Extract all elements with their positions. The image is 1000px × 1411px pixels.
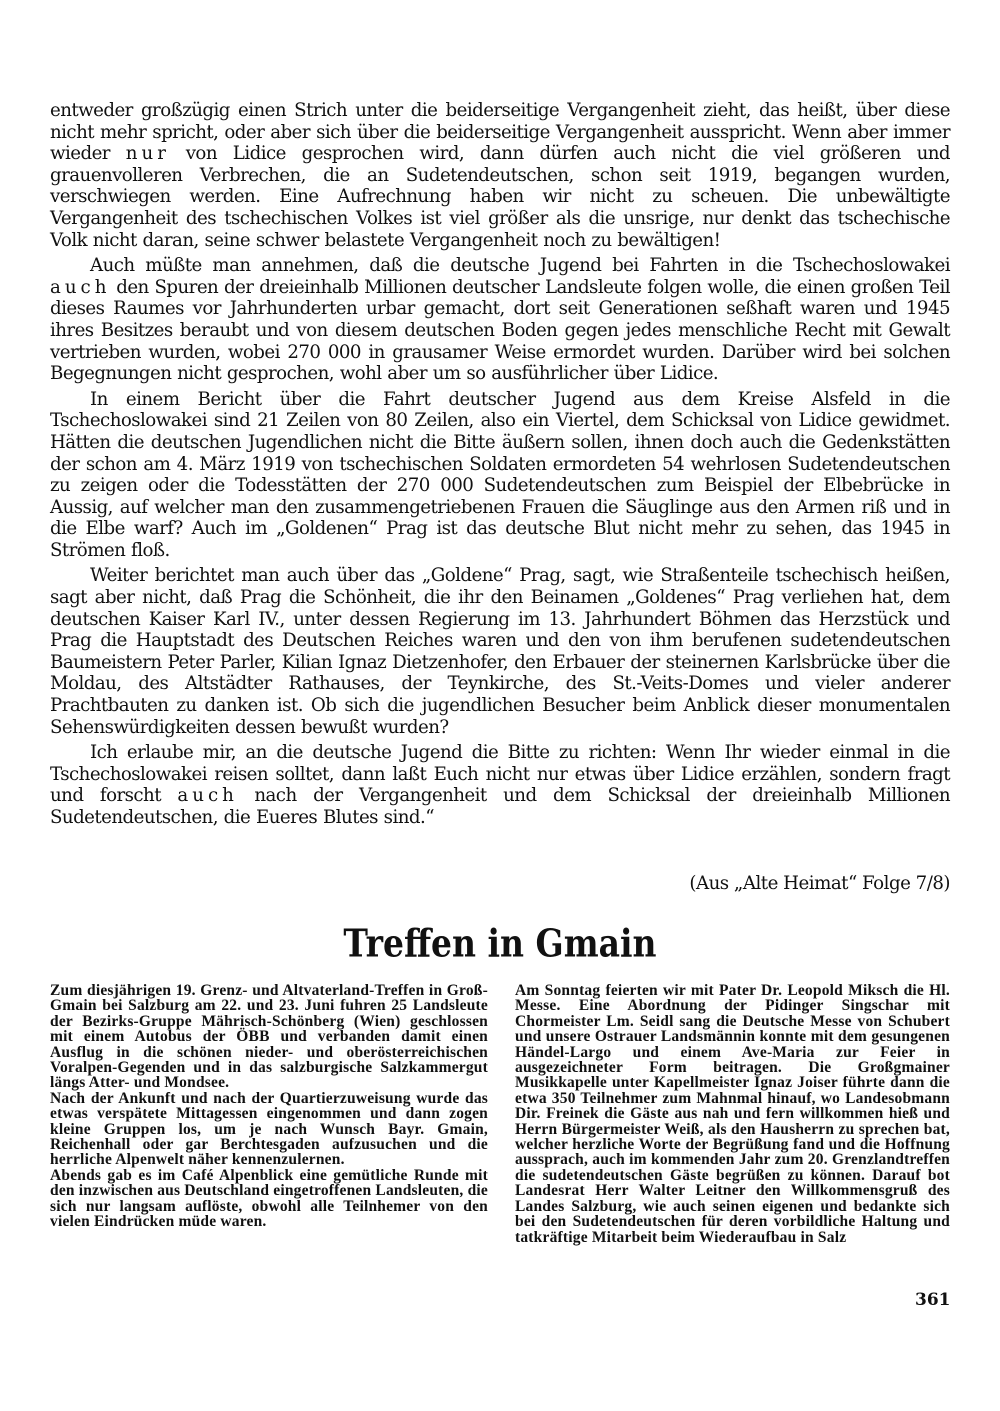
emphasis-auch: auch [177,785,238,807]
paragraph-5: Ich erlaube mir, an die deutsche Jugend die Bitte zu richten: Wenn Ihr wieder einmal in die Tschechoslowakei reisen solltet, dann laßt Euch nicht nur etwas über Lidice erzählen, sondern fragt und forscht auch nach der Vergangenheit und dem Schicksal der dreieinhalb Millionen Sudetendeutschen, die Eueres Blutes sind.“ [50,742,950,828]
emphasis-nur: nur [125,143,170,165]
source-citation: (Aus „Alte Heimat“ Folge 7/8) [689,873,950,894]
article-column-right [515,983,950,1245]
column-paragraph: Am Sonntag feierten wir mit Pater Dr. Leopold Miksch die Hl. Messe. Eine Abordnung der Pidinger Singschar mit Chormeister Lm. Seidl sang die Deutsche Messe von Schubert und unsere Ostrauer Landsmännin konnte mit dem gesungenen Händel-Largo und einem Ave-Maria zur Feier in ausgezeichneter Form beitragen. Die Großgmainer Musikkapelle unter Kapellmeister Ignaz Joiser führte dann die etwa 350 Teilnehmer zum Mahnmal hinauf, wo Landesobmann Dir. Freinek die Gäste aus nah und fern willkommen hieß und Herrn Bürgermeister Weiß, als den Hausherrn zu sprechen bat, welcher herzliche Worte der Begrüßung fand und die Hoffnung aussprach, auch im kommenden Jahr zum 20. Grenzlandtreffen die sudetendeutschen Gäste begrüßen zu können. Darauf bot Landesrat Herr Walter Leitner den Willkommensgruß des Landes Salzburg, wie auch seinen eigenen und bedankte sich bei den Sudetendeutschen für deren vorbildliche Haltung und tatkräftige Mitarbeit beim Wiederaufbau in Salz [515,982,950,1246]
page-number: 361 [915,1290,951,1310]
article-column-left [50,983,488,1230]
column-paragraph: Zum diesjährigen 19. Grenz- und Altvaterland-Treffen in Groß-Gmain bei Salzburg am 22. und 23. Juni fuhren 25 Landsleute der Bezirks-Gruppe Mährisch-Schönberg (Wien) geschlossen mit einem Autobus der ÖBB und verbanden damit einen Ausflug in die schönen nieder- und oberösterreichischen Voralpen-Gegenden und in das salzburgische Salzkammergut längs Atter- und Mondsee. [50,982,488,1092]
article-lidice-body [50,100,950,829]
paragraph-1: entweder großzügig einen Strich unter die beiderseitige Vergangenheit zieht, das heißt, über diese nicht mehr spricht, oder aber sich über die beiderseitige Vergangenheit ausspricht. Wenn aber immer wieder nur von Lidice gesprochen wird, dann dürfen auch nicht die viel größeren und grauenvolleren Verbrechen, die an Sudetendeutschen, schon seit 1919, begangen wurden, verschwiegen werden. Eine Aufrechnung haben wir nicht zu scheuen. Die unbewältigte Vergangenheit des tschechischen Volkes ist viel größer als die unsrige, nur denkt das tschechische Volk nicht daran, seine schwer belastete Vergangenheit noch zu bewältigen! [50,100,950,251]
article-headline: Treffen in Gmain [343,921,657,966]
paragraph-4: Weiter berichtet man auch über das „Goldene“ Prag, sagt, wie Straßenteile tschechisch heißen, sagt aber nicht, daß Prag die Schönheit, die ihr den Beinamen „Goldenes“ Prag verliehen hat, dem deutschen Kaiser Karl IV., unter dessen Regierung im 13. Jahrhundert Böhmen das Herzstück und Prag die Hauptstadt des Deutschen Reiches waren und den von ihm berufenen sudetendeutschen Baumeistern Peter Parler, Kilian Ignaz Dietzenhofer, den Erbauer der steinernen Karlsbrücke über die Moldau, des Altstädter Rathauses, der Teynkirche, des St.-Veits-Domes und vieler anderer Prachtbauten zu danken ist. Ob sich die jugendlichen Besucher beim Anblick dieser monumentalen Sehenswürdigkeiten dessen bewußt wurden? [50,565,950,738]
column-paragraph: Abends gab es im Café Alpenblick eine gemütliche Runde mit den inzwischen aus Deutschland eingetroffenen Landsleuten, die sich nur langsam auflöste, obwohl alle Teilnhemer von den vielen Eindrücken müde waren. [50,1166,488,1231]
paragraph-2: Auch müßte man annehmen, daß die deutsche Jugend bei Fahrten in die Tschechoslowakei auch den Spuren der dreieinhalb Millionen deutscher Landsleute folgen wolle, die einen großen Teil dieses Raumes vor Jahrhunderten urbar gemacht, dort seit Generationen seßhaft waren und 1945 ihres Besitzes beraubt und von diesem deutschen Boden gegen jedes menschliche Recht mit Gewalt vertrieben wurden, wobei 270 000 in grausamer Weise ermordet wurden. Darüber wird bei solchen Begegnungen nicht gesprochen, wohl aber um so ausführlicher über Lidice. [50,255,950,385]
column-paragraph: Nach der Ankunft und nach der Quartierzuweisung wurde das etwas verspätete Mittagessen eingenommen und dann zogen kleine Gruppen los, um je nach Wunsch Bayr. Gmain, Reichenhall oder gar Berchtesgaden aufzusuchen und die herrliche Alpenwelt näher kennenzulernen. [50,1089,488,1169]
paragraph-3: In einem Bericht über die Fahrt deutscher Jugend aus dem Kreise Alsfeld in die Tschechoslowakei sind 21 Zeilen von 80 Zeilen, also ein Viertel, dem Schicksal von Lidice gewidmet. Hätten die deutschen Jugendlichen nicht die Bitte äußern sollen, ihnen doch auch die Gedenkstätten der schon am 4. März 1919 von tschechischen Soldaten ermordeten 54 wehrlosen Sudetendeutschen zu zeigen oder die Todesstätten der 270 000 Sudetendeutschen zum Beispiel der Elbebrücke in Aussig, auf welcher man den zusammengetriebenen Frauen die Säuglinge aus den Armen riß und in die Elbe warf? Auch im „Goldenen“ Prag ist das deutsche Blut nicht mehr zu sehen, das 1945 in Strömen floß. [50,388,950,561]
emphasis-auch: auch [50,276,111,298]
